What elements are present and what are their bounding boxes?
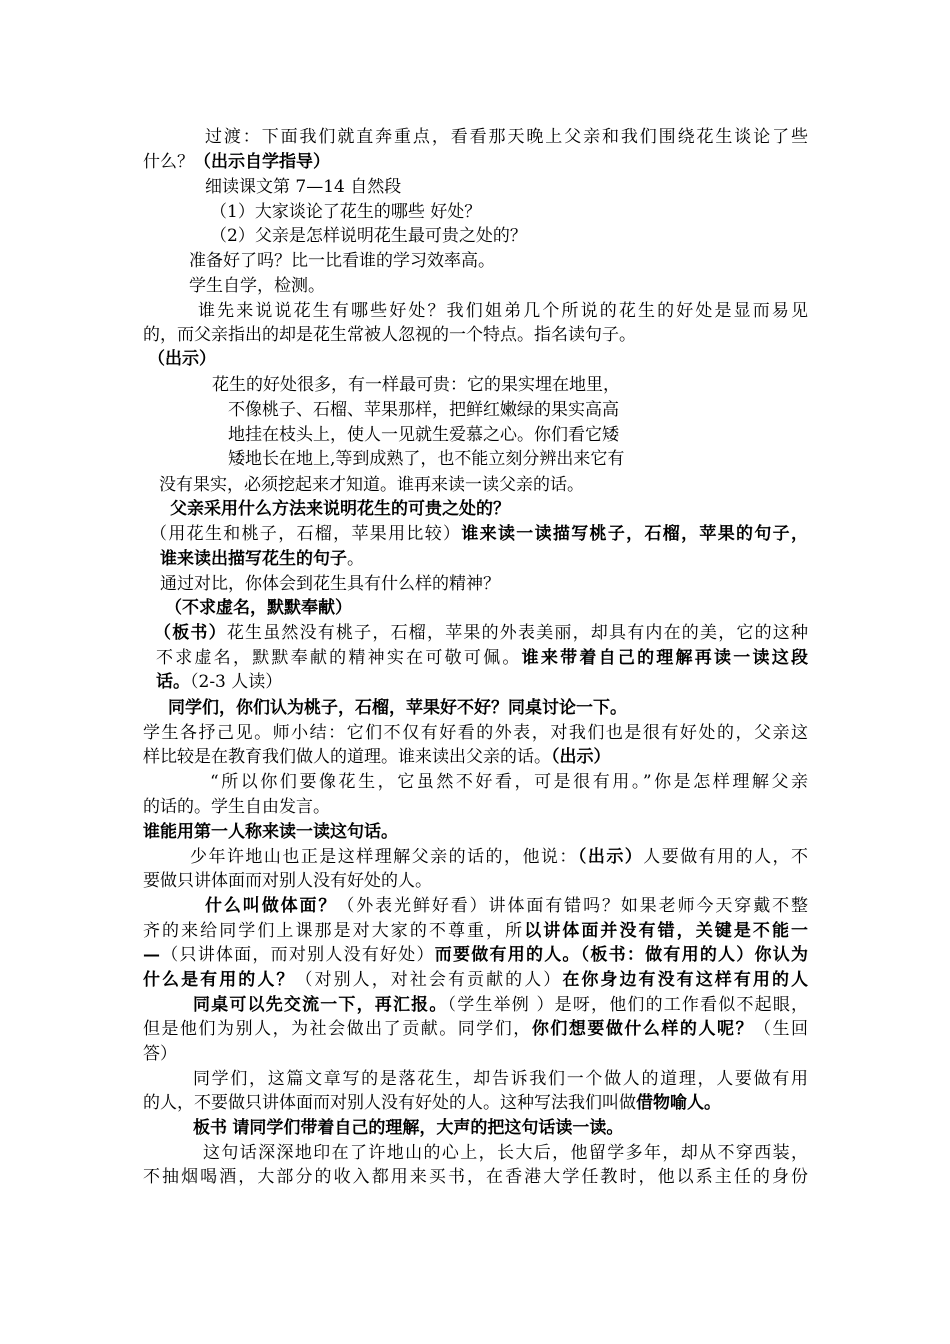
bold-text-segment: （出示） <box>148 349 216 369</box>
text-segment: （对别人，对社会有贡献的人） <box>295 970 563 990</box>
text-segment: 。 <box>347 549 364 569</box>
text-line <box>190 845 808 869</box>
bold-text-segment: 话。 <box>156 672 190 692</box>
text-segment: 不求虚名，默默奉献的精神实在可敬可佩。 <box>156 648 522 668</box>
bold-text-segment: 谁来带着自己的理解再读一读这段 <box>521 648 808 668</box>
text-segment: 没有果实，必须挖起来才知道。谁再来读一读父亲的话。 <box>159 475 584 495</box>
text-line <box>205 894 808 918</box>
text-line <box>143 820 398 844</box>
text-segment: 不像桃子、石榴、苹果那样，把鲜红嫩绿的果实高高 <box>228 400 619 420</box>
bold-text-segment: 谁来读一读描写桃子，石榴，苹果的句子， <box>461 524 808 544</box>
text-segment: 花生的好处很多，有一样最可贵：它的果实埋在地里， <box>212 375 620 395</box>
text-segment: 样比较是在教育我们做人的道理。谁来读出父亲的话。 <box>143 747 551 767</box>
text-segment: 这句话深深地印在了许地山的心上，长大后，他留学多年，却从不穿西装， <box>203 1143 808 1163</box>
bold-text-segment: 父亲采用什么方法来说明花生的可贵之处的？ <box>170 499 510 519</box>
text-line <box>212 373 620 397</box>
text-segment: 答） <box>143 1044 177 1064</box>
text-line <box>193 1067 808 1091</box>
text-line <box>228 447 624 471</box>
bold-text-segment: 在你身边有没有这样有用的人 <box>562 970 808 990</box>
text-segment: 不抽烟喝酒，大部分的收入都用来买书，在香港大学任教时，他以系主任的身份 <box>143 1167 808 1187</box>
text-segment: 同学们，这篇文章写的是落花生，却告诉我们一个做人的道理，人要做有用 <box>193 1069 808 1089</box>
text-segment: （2）父亲是怎样说明花生最可贵之处的？ <box>210 226 527 246</box>
text-segment: （生回 <box>753 1019 808 1039</box>
text-segment: 矮地长在地上,等到成熟了，也不能立刻分辨出来它有 <box>228 449 625 469</box>
text-line <box>143 150 330 174</box>
text-segment: 但是他们为别人，为社会做出了贡献。同学们， <box>143 1019 532 1039</box>
text-line <box>148 347 216 371</box>
text-line <box>154 621 808 645</box>
text-line <box>228 398 619 422</box>
text-segment: 学生各抒己见。师小结：它们不仅有好看的外表，对我们也是很有好处的，父亲这 <box>143 723 808 743</box>
text-segment: 要做只讲体面而对别人没有好处的人。 <box>143 871 432 891</box>
text-line <box>198 299 808 323</box>
text-line <box>210 770 808 794</box>
text-line <box>159 473 584 497</box>
text-line <box>193 993 808 1017</box>
text-segment: 的人，不要做只讲体面而对别人没有好处的人。这种写法我们叫做 <box>143 1093 636 1113</box>
text-segment: （2-3 人读） <box>190 672 283 692</box>
bold-text-segment: 同桌可以先交流一下，再汇报。 <box>193 995 448 1015</box>
text-segment: （学生举例 ）是呀，他们的工作看似不起眼， <box>447 995 808 1015</box>
bold-text-segment: 而要做有用的人。（板书：做有用的人）你认为 <box>434 945 808 965</box>
text-line <box>156 670 282 694</box>
text-segment: 少年许地山也正是这样理解父亲的话的，他说： <box>190 847 578 867</box>
text-segment: （1）大家谈论了花生的哪些 好处？ <box>210 202 482 222</box>
text-segment: 细读课文第 7—14 自然段 <box>205 177 402 197</box>
text-segment: 谁先来说说花生有哪些好处？我们姐弟几个所说的花生的好处是显而易见 <box>198 301 808 321</box>
bold-text-segment: 谁能用第一人称来读一读这句话。 <box>143 822 398 842</box>
text-line <box>143 943 808 967</box>
bold-text-segment: （板书） <box>154 623 227 643</box>
text-line <box>143 869 432 893</box>
text-line <box>160 547 364 571</box>
text-segment: 通过对比，你体会到花生具有什么样的精神？ <box>160 574 500 594</box>
bold-text-segment: （出示自学指导） <box>194 152 330 172</box>
text-segment: 人要做有用的人，不 <box>643 847 808 867</box>
text-segment: 过渡：下面我们就直奔重点，看看那天晚上父亲和我们围绕花生谈论了些 <box>205 127 808 147</box>
bold-text-segment: 同学们，你们认为桃子，石榴，苹果好不好？同桌讨论一下。 <box>168 698 627 718</box>
text-line <box>156 646 808 670</box>
bold-text-segment: 板书 <box>193 1118 227 1138</box>
text-line <box>143 1017 808 1041</box>
text-line <box>160 572 500 596</box>
text-line <box>143 919 808 943</box>
text-line <box>210 224 527 248</box>
text-line <box>193 1116 623 1140</box>
text-segment: （只讲体面，而对别人没有好处） <box>160 945 435 965</box>
text-line <box>143 323 636 347</box>
text-line <box>150 522 808 546</box>
text-segment: 什么？ <box>143 152 194 172</box>
text-line <box>189 249 495 273</box>
text-line <box>143 1165 808 1189</box>
bold-text-segment: — <box>143 945 160 965</box>
bold-text-segment: 请同学们带着自己的理解，大声的把这句话读一读。 <box>232 1118 624 1138</box>
text-segment: 齐的来给同学们上课那是对大家的不尊重，所 <box>143 921 525 941</box>
text-line <box>143 795 330 819</box>
text-line <box>143 721 808 745</box>
text-line <box>143 968 808 992</box>
bold-text-segment: 什么是有用的人？ <box>143 970 296 990</box>
bold-text-segment: 什么叫做体面？ <box>205 896 338 916</box>
text-line <box>205 175 401 199</box>
text-line <box>143 745 611 769</box>
text-segment: 地挂在枝头上，使人一见就生爱慕之心。你们看它矮 <box>228 425 619 445</box>
text-segment: （外表光鲜好看）讲体面有错吗？如果老师今天穿戴不整 <box>337 896 808 916</box>
bold-text-segment: 你们想要做什么样的人呢？ <box>531 1019 754 1039</box>
text-line <box>143 1042 177 1066</box>
bold-text-segment: （出示） <box>577 847 644 867</box>
text-line <box>205 125 808 149</box>
text-line <box>170 497 510 521</box>
text-line <box>210 200 481 224</box>
bold-text-segment: 借物喻人。 <box>636 1093 721 1113</box>
bold-text-segment: （出示） <box>551 747 611 767</box>
text-line <box>228 423 619 447</box>
bold-text-segment: （不求虚名，默默奉献） <box>165 598 352 618</box>
text-segment: 的话的。学生自由发言。 <box>143 797 330 817</box>
text-line <box>143 1091 721 1115</box>
text-line <box>189 274 325 298</box>
text-segment: 花生虽然没有桃子，石榴，苹果的外表美丽，却具有内在的美，它的这种 <box>226 623 808 643</box>
text-segment: “所以你们要像花生，它虽然不好看，可是很有用。”你是怎样理解父亲 <box>210 772 808 792</box>
bold-text-segment: 以讲体面并没有错，关键是不能一 <box>524 921 808 941</box>
text-line <box>165 596 352 620</box>
text-segment: 学生自学，检测。 <box>189 276 325 296</box>
text-line <box>168 696 627 720</box>
text-segment: （用花生和桃子，石榴，苹果用比较） <box>150 524 462 544</box>
bold-text-segment: 谁来读出描写花生的句子 <box>160 549 347 569</box>
text-segment: 的，而父亲指出的却是花生常被人忽视的一个特点。指名读句子。 <box>143 325 636 345</box>
text-line <box>203 1141 808 1165</box>
text-segment: 准备好了吗？比一比看谁的学习效率高。 <box>189 251 495 271</box>
